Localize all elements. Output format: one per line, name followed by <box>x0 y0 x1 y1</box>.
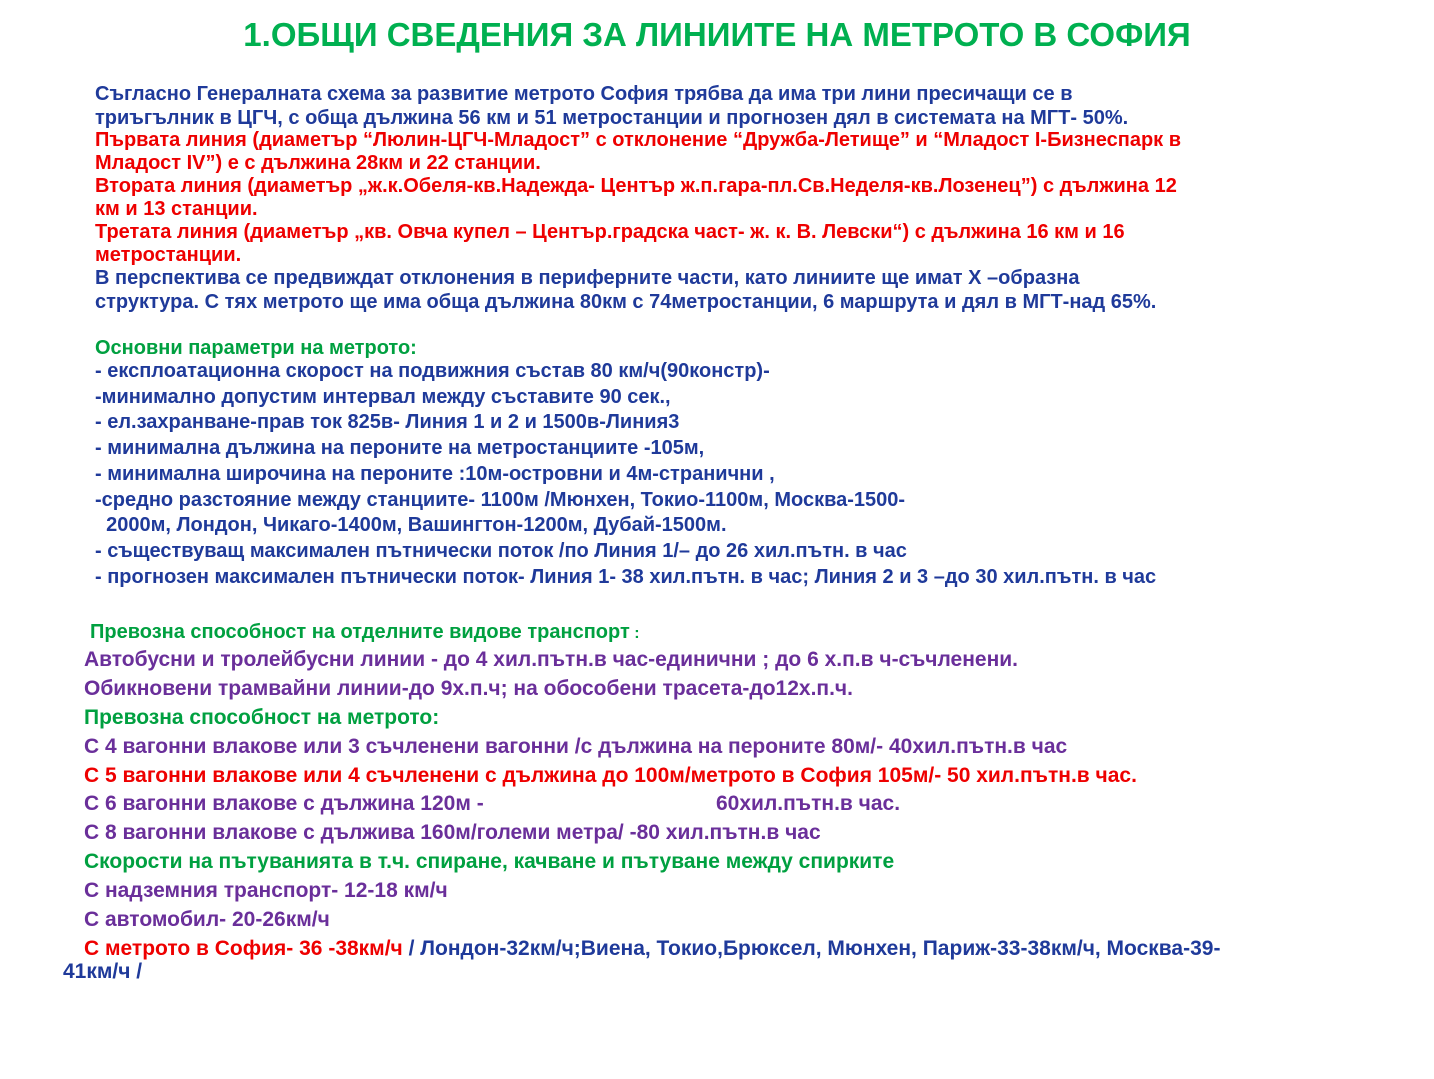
perspective-a: В перспектива се предвиждат отклонения в периферните части, като линиите ще имат Х –образна <box>95 267 1080 289</box>
line3-description-b: метростанции. <box>95 244 242 266</box>
capacity-heading-text: Превозна способност на отделните видове транспорт <box>90 621 630 643</box>
param-item: - минимална дължина на пероните на метростанциите -105м, <box>95 437 705 459</box>
metro-capacity-heading: Превозна способност на метрото: <box>84 706 440 729</box>
line3-description-a: Третата линия (диаметър „кв. Овча купел – Център.градска част- ж. к. В. Левски“) с дължина 16 км и 16 <box>95 221 1125 243</box>
param-item: - минимална широчина на пероните :10м-островни и 4м-странични , <box>95 463 775 485</box>
metro-capacity-6a: С 6 вагонни влакове с дължина 120м - <box>84 792 484 815</box>
line2-description-b: км и 13 станции. <box>95 198 258 220</box>
page-title: 1.ОБЩИ СВЕДЕНИЯ ЗА ЛИНИИТЕ НА МЕТРОТО В СОФИЯ <box>243 16 1191 53</box>
param-item: - експлоатационна скорост на подвижния състав 80 км/ч(90констр)- <box>95 360 770 382</box>
params-heading: Основни параметри на метрото: <box>95 337 417 359</box>
param-item: - съществуващ максимален пътнически поток /по Линия 1/– до 26 хил.пътн. в час <box>95 540 907 562</box>
param-item: 2000м, Лондон, Чикаго-1400м, Вашингтон-1200м, Дубай-1500м. <box>95 514 727 536</box>
speed-metro-sofia: С метрото в София- 36 -38км/ч <box>84 937 403 960</box>
metro-capacity-5: С 5 вагонни влакове или 4 съчленени с дължина до 100м/метрото в София 105м/- 50 хил.пътн.в час. <box>84 764 1137 787</box>
line1-description-b: Младост IV”) е с дължина 28км и 22 станции. <box>95 152 541 174</box>
speed-metro-other-cities: / Лондон-32км/ч;Виена, Токио,Брюксел, Мюнхен, Париж-33-38км/ч, Москва-39- <box>402 937 1221 960</box>
capacity-heading <box>90 620 640 646</box>
param-item: - ел.захранване-прав ток 825в- Линия 1 и 2 и 1500в-Линия3 <box>95 411 680 433</box>
line1-description-a: Първата линия (диаметър “Люлин-ЦГЧ-Младост” с отклонение “Дружба-Летище” и “Младост I-Бизнеспарк в <box>95 129 1182 151</box>
metro-capacity-6b: 60хил.пътн.в час. <box>716 792 901 815</box>
speed-metro-tail: 41км/ч / <box>63 960 143 983</box>
param-item: -средно разстояние между станциите- 1100м /Мюнхен, Токио-1100м, Москва-1500- <box>95 489 906 511</box>
speeds-heading: Скорости на пътуванията в т.ч. спиране, качване и пътуване между спирките <box>84 850 895 873</box>
speed-car: С автомобил- 20-26км/ч <box>84 908 330 931</box>
intro-line-1: Съгласно Генералната схема за развитие метрото София трябва да има три лини пресичащи се в <box>95 83 1073 105</box>
metro-capacity-4: С 4 вагонни влакове или 3 съчленени вагонни /с дължина на пероните 80м/- 40хил.пътн.в час <box>84 735 1068 758</box>
param-item: -минимално допустим интервал между съставите 90 сек., <box>95 386 671 408</box>
speed-metro <box>84 937 1220 961</box>
capacity-tram: Обикновени трамвайни линии-до 9х.п.ч; на обособени трасета-до12х.п.ч. <box>84 677 853 700</box>
capacity-bus: Автобусни и тролейбусни линии - до 4 хил.пътн.в час-единични ; до 6 х.п.в ч-съчленени. <box>84 648 1018 671</box>
speed-surface: С надземния транспорт- 12-18 км/ч <box>84 879 448 902</box>
metro-capacity-8: С 8 вагонни влакове с дължива 160м/големи метра/ -80 хил.пътн.в час <box>84 821 821 844</box>
param-item: - прогнозен максимален пътнически поток- Линия 1- 38 хил.пътн. в час; Линия 2 и 3 –до 30 хил.пътн. в час <box>95 566 1157 588</box>
line2-description-a: Втората линия (диаметър „ж.к.Обеля-кв.Надежда- Център ж.п.гара-пл.Св.Неделя-кв.Лозенец”) с дължина 12 <box>95 175 1177 197</box>
intro-line-2: триъгълник в ЦГЧ, с обща дължина 56 км и 51 метростанции и прогнозен дял в системата на МГТ- 50%. <box>95 107 1129 129</box>
perspective-b: структура. С тях метрото ще има обща дължина 80км с 74метростанции, 6 маршрута и дял в МГТ-над 65%. <box>95 291 1157 313</box>
capacity-heading-suffix: : <box>629 625 640 642</box>
